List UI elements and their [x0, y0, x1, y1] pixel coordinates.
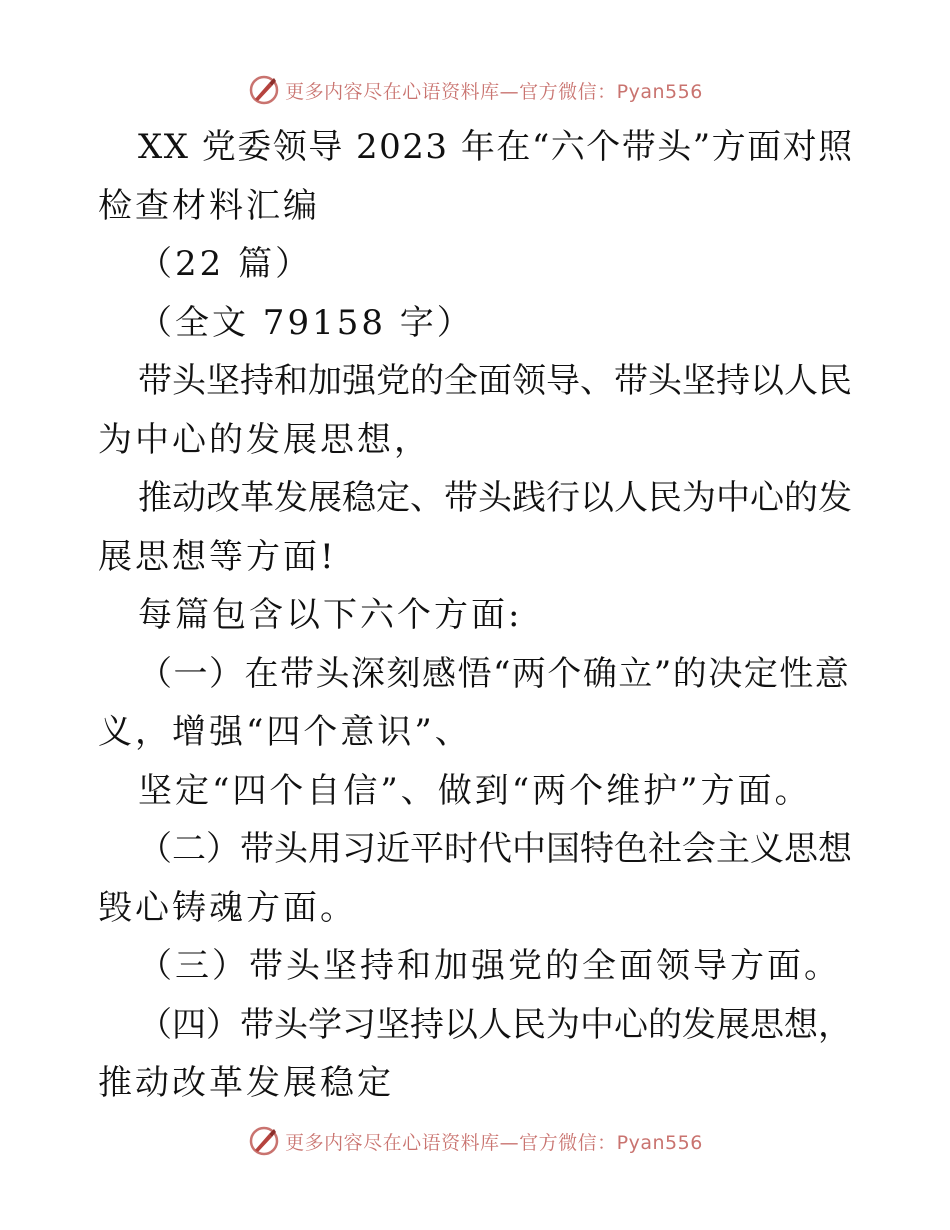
text-line: 推动改革发展稳定	[98, 1063, 394, 1103]
text-line: 每篇包含以下六个方面:	[138, 595, 523, 635]
text-line: XX 党委领导 2023 年在“六个带头”方面对照	[138, 127, 854, 167]
text-line: 展思想等方面!	[98, 536, 337, 577]
text-line: （全文 79158 字）	[138, 302, 474, 343]
header-watermark-text: 更多内容尽在心语资料库—官方微信：Pyan556	[285, 80, 703, 103]
text-line: 检查材料汇编	[98, 185, 320, 226]
document-body	[98, 118, 858, 1113]
text-line: 推动改革发展稳定、带头践行以人民为中心的发	[138, 478, 852, 518]
pen-logo-icon	[247, 73, 281, 107]
text-line: 毁心铸魂方面。	[98, 887, 357, 928]
text-line: （二）带头用习近平时代中国特色社会主义思想	[138, 829, 852, 869]
text-line: 为中心的发展思想，	[98, 419, 431, 460]
text-line: （四）带头学习坚持以人民为中心的发展思想，	[138, 1004, 852, 1045]
text-line: （22 篇）	[138, 244, 313, 284]
footer-watermark	[0, 1121, 950, 1161]
footer-watermark-text: 更多内容尽在心语资料库—官方微信：Pyan556	[285, 1131, 703, 1154]
text-line: 带头坚持和加强党的全面领导、带头坚持以人民	[138, 361, 852, 401]
header-watermark	[0, 70, 950, 110]
text-line: （一）在带头深刻感悟“两个确立”的决定性意	[138, 653, 851, 694]
text-line: 义，增强“四个意识”、	[98, 712, 472, 752]
pen-logo-icon	[247, 1124, 281, 1158]
text-line: （三）带头坚持和加强党的全面领导方面。	[138, 946, 841, 986]
text-line: 坚定“四个自信”、做到“两个维护”方面。	[138, 770, 812, 811]
